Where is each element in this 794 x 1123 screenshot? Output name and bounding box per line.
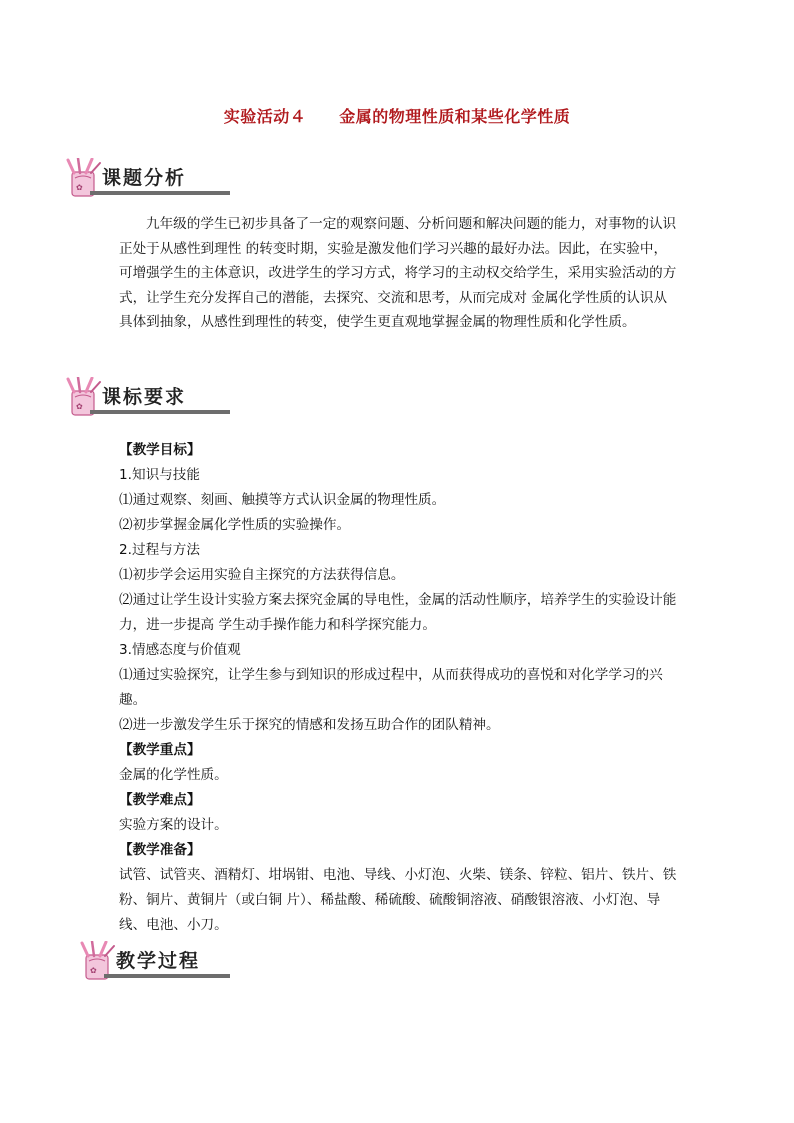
banner-underline bbox=[90, 410, 230, 414]
banner-underline bbox=[90, 191, 230, 195]
goal-attitude-values-1: ⑴通过实验探究，让学生参与到知识的形成过程中，从而获得成功的喜悦和对化学学习的兴趣。 bbox=[119, 667, 663, 708]
difficulty-text: 实验方案的设计。 bbox=[119, 817, 228, 833]
keypoint-text: 金属的化学性质。 bbox=[119, 767, 228, 783]
analysis-paragraph: 九年级的学生已初步具备了一定的观察问题、分析问题和解决问题的能力，对事物的认识正处于从感性到理性 的转变时期，实验是激发他们学习兴趣的最好办法。因此，在实验中，可增强学生的主体意识，改进学生的学习方式，将学习的主动权交给学生，采用实验活动的方式，让学生充分发挥自己的潜能，去探究、交流和思考，从而完成对 金属化学性质的认识从具体到抽象，从感性到理性的转变，使学生更直观地掌握金属的物理性质和化学性质。 bbox=[119, 216, 677, 331]
goal-process-methods-1: ⑴初步学会运用实验自主探究的方法获得信息。 bbox=[119, 567, 405, 583]
prep-text: 试管、试管夹、酒精灯、坩埚钳、电池、导线、小灯泡、火柴、镁条、锌粒、铝片、铁片、铁粉、铜片、黄铜片（或白铜 片）、稀盐酸、稀硫酸、硫酸铜溶液、硝酸银溶液、小灯泡、导线、电池、小刀。 bbox=[119, 867, 677, 933]
section-banner-analysis bbox=[62, 158, 230, 198]
svg-text:✿: ✿ bbox=[76, 183, 83, 192]
document-title: 实验活动４ 金属的物理性质和某些化学性质 bbox=[223, 107, 571, 126]
goal-process-methods-2: ⑵通过让学生设计实验方案去探究金属的导电性，金属的活动性顺序，培养学生的实验设计能力，进一步提高 学生动手操作能力和科学探究能力。 bbox=[119, 592, 677, 633]
banner-underline bbox=[104, 974, 230, 978]
section-banner-process bbox=[76, 941, 244, 981]
goal-knowledge-skills: 1.知识与技能 bbox=[119, 467, 200, 483]
goal-knowledge-skills-2: ⑵初步掌握金属化学性质的实验操作。 bbox=[119, 517, 351, 533]
difficulty-heading: 【教学难点】 bbox=[119, 792, 201, 808]
svg-text:✿: ✿ bbox=[76, 402, 83, 411]
section-banner-requirements bbox=[62, 377, 230, 417]
goal-attitude-values: 3.情感态度与价值观 bbox=[119, 642, 241, 658]
goal-knowledge-skills-1: ⑴通过观察、刻画、触摸等方式认识金属的物理性质。 bbox=[119, 492, 446, 508]
section-title-requirements: 课标要求 bbox=[102, 386, 187, 408]
keypoint-heading: 【教学重点】 bbox=[119, 742, 201, 758]
section-title-process: 教学过程 bbox=[116, 950, 201, 972]
svg-text:✿: ✿ bbox=[90, 966, 97, 975]
goal-process-methods: 2.过程与方法 bbox=[119, 542, 200, 558]
goal-attitude-values-2: ⑵进一步激发学生乐于探究的情感和发扬互助合作的团队精神。 bbox=[119, 717, 500, 733]
section-title-analysis: 课题分析 bbox=[102, 167, 187, 189]
prep-heading: 【教学准备】 bbox=[119, 842, 201, 858]
goals-heading: 【教学目标】 bbox=[119, 442, 201, 458]
